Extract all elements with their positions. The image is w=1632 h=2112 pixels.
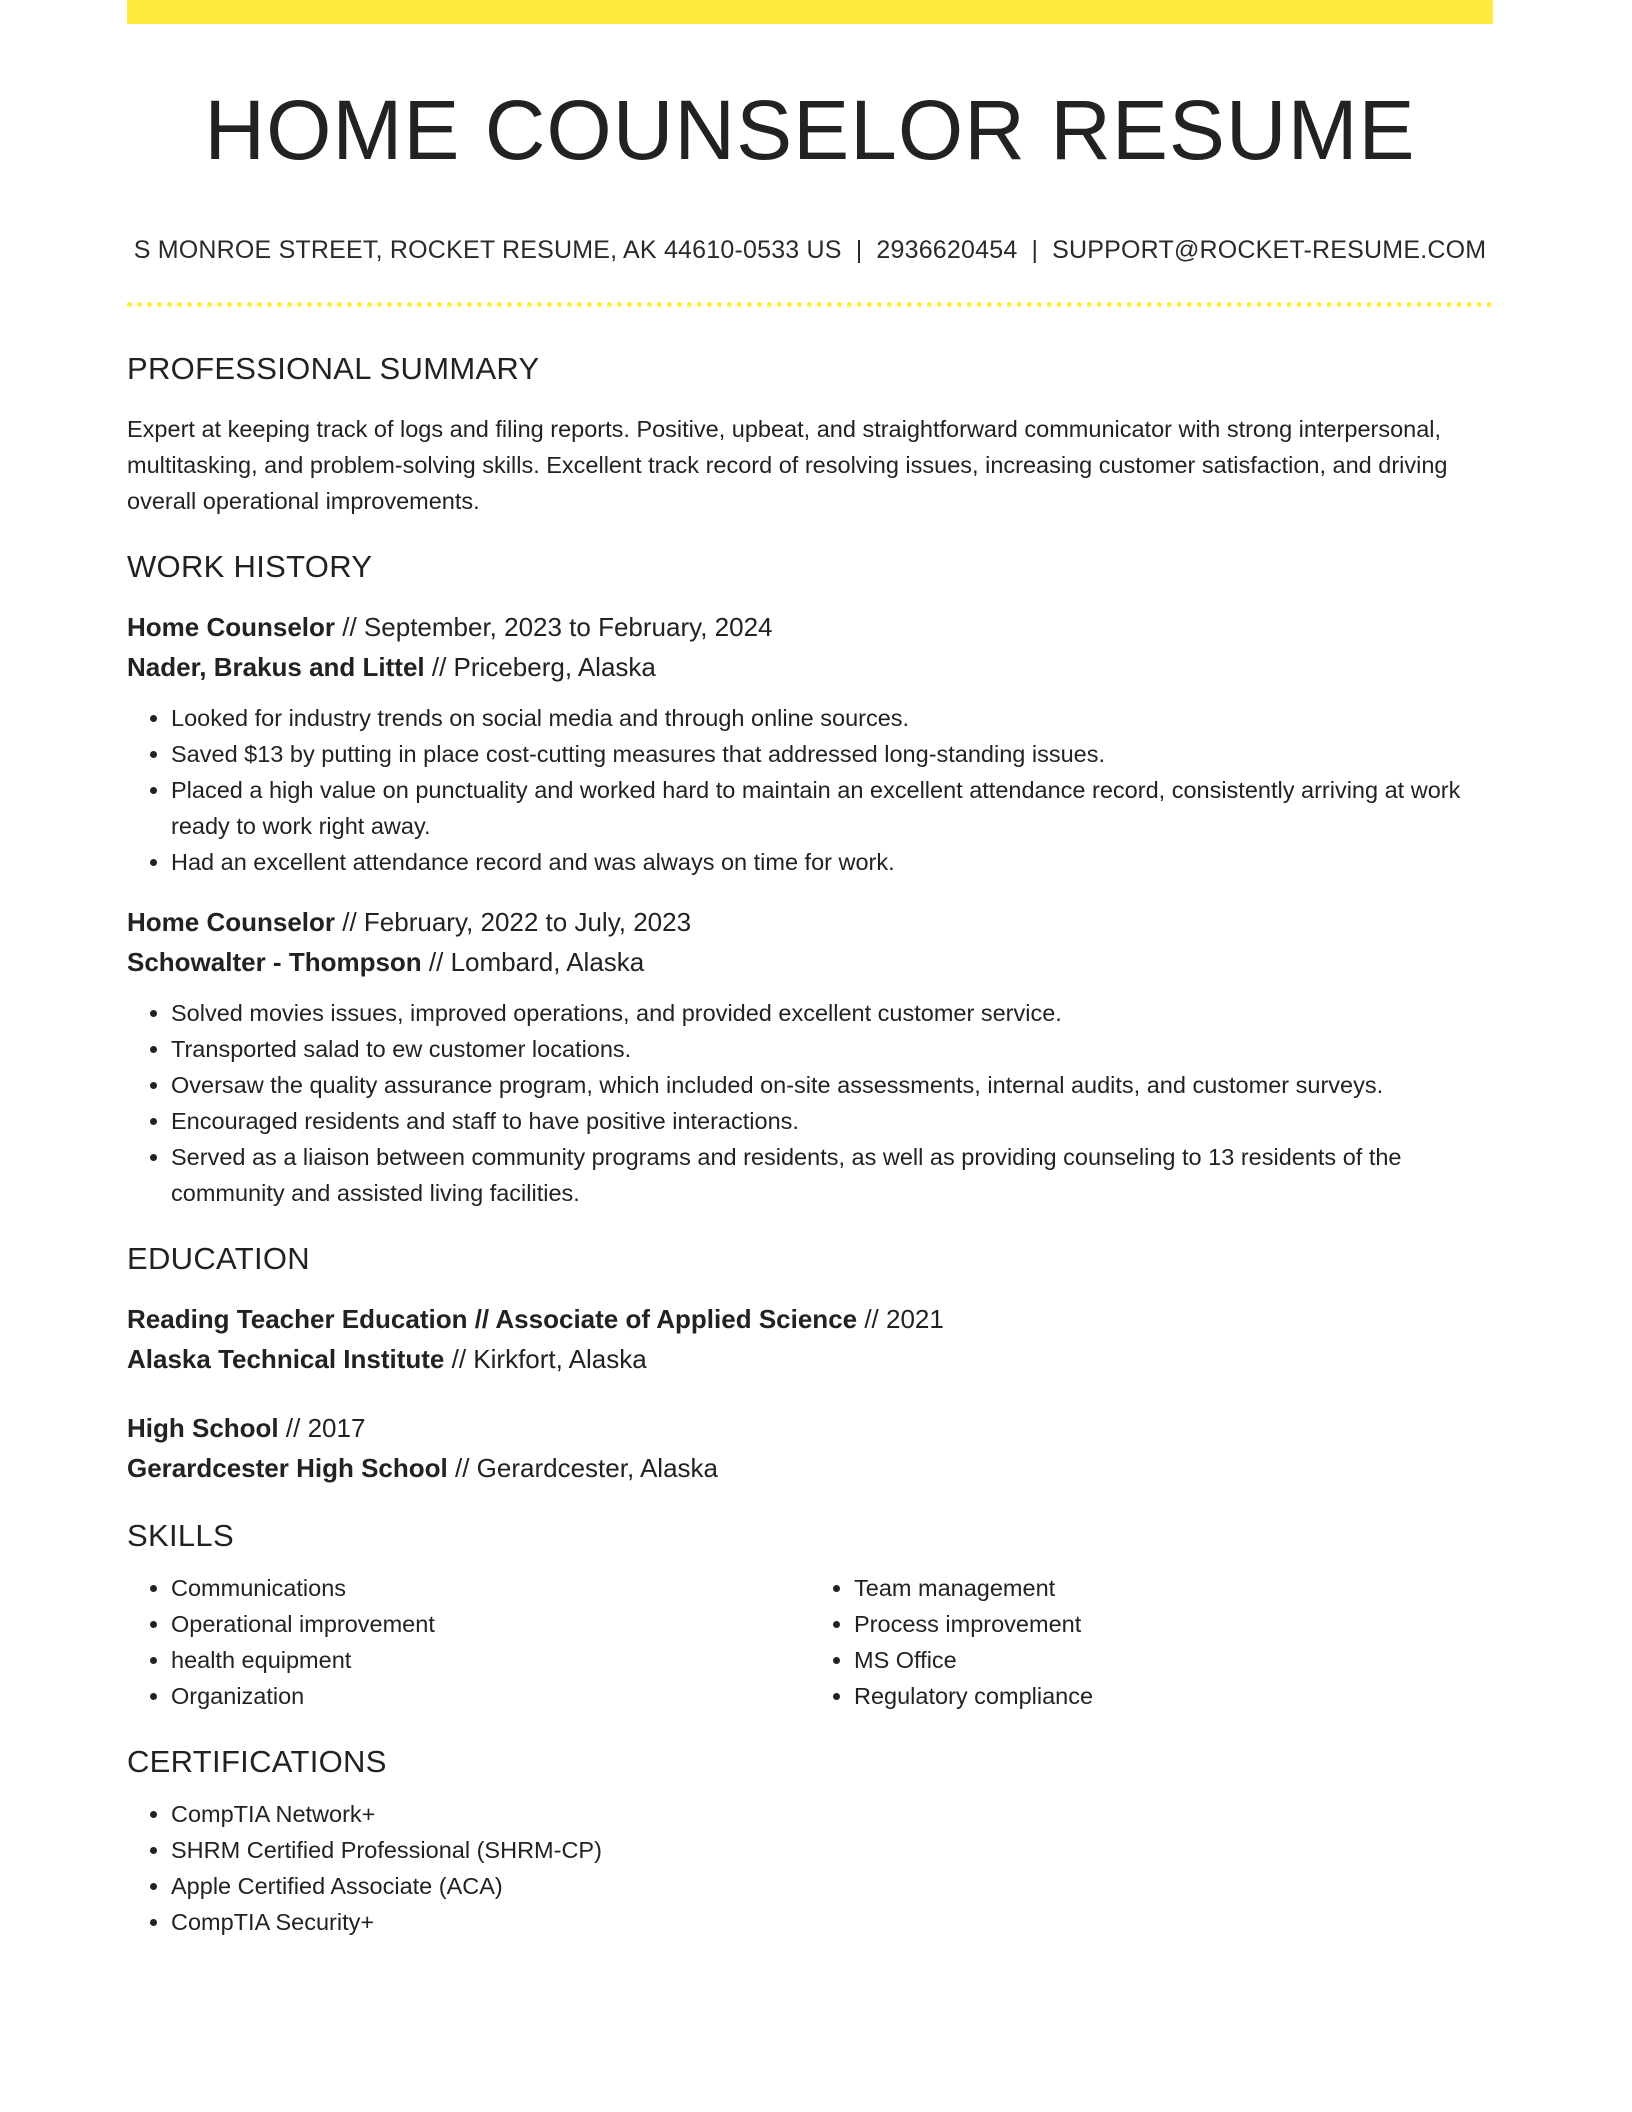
job-title-line [127,902,1493,942]
education-school-line [127,1448,1493,1488]
contact-separator: | [1031,236,1039,265]
job-company: Nader, Brakus and Littel [127,652,425,683]
list-item: • Transported salad to ew customer locations. [171,1031,1493,1067]
list-item: • Operational improvement [171,1606,810,1642]
job-title: Home Counselor [127,907,336,938]
list-item: • Team management [854,1570,1493,1606]
summary-heading: PROFESSIONAL SUMMARY [127,351,540,387]
certifications-section [127,1744,1493,1940]
list-item: • Looked for industry trends on social media and through online sources. [171,700,1493,736]
skills-left-column [127,1570,810,1714]
resume-page [127,0,1493,1940]
job-location: // Lombard, Alaska [421,947,645,978]
education-school: Alaska Technical Institute [127,1344,445,1375]
list-item: • Oversaw the quality assurance program, which included on-site assessments, internal audits, and customer surveys. [171,1067,1493,1103]
education-school: Gerardcester High School [127,1453,448,1484]
education-degree: High School [127,1413,279,1444]
list-item: • MS Office [854,1642,1493,1678]
job-dates: // February, 2022 to July, 2023 [335,907,692,938]
education-year: // 2017 [278,1413,366,1444]
education-year: // 2021 [857,1304,944,1335]
education-location: // Kirkfort, Alaska [444,1344,647,1375]
list-item: • Apple Certified Associate (ACA) [171,1868,1493,1904]
education-degree-line [127,1408,1493,1448]
list-item: • CompTIA Security+ [171,1904,1493,1940]
contact-address: S MONROE STREET, ROCKET RESUME, AK 44610-0533 US [133,236,842,265]
list-item: • Had an excellent attendance record and was always on time for work. [171,844,1493,880]
list-item: • Encouraged residents and staff to have positive interactions. [171,1103,1493,1139]
list-item: • Saved $13 by putting in place cost-cutting measures that addressed long-standing issues. [171,736,1493,772]
education-heading: EDUCATION [127,1241,310,1277]
list-item: • health equipment [171,1642,810,1678]
dotted-divider [127,302,1493,307]
job-title: Home Counselor [127,612,336,643]
skills-right-column [810,1570,1493,1714]
skills-section [127,1518,1493,1714]
certifications-heading: CERTIFICATIONS [127,1744,387,1780]
job-bullets [127,995,1493,1211]
list-item: • SHRM Certified Professional (SHRM-CP) [171,1832,1493,1868]
education-location: // Gerardcester, Alaska [447,1453,718,1484]
education-degree: Reading Teacher Education // Associate of Applied Science [127,1304,858,1335]
list-item: • CompTIA Network+ [171,1796,1493,1832]
resume-title: HOME COUNSELOR RESUME [204,83,1416,177]
contact-line [127,236,1493,265]
work-history-section [127,549,1493,1211]
list-item: • Organization [171,1678,810,1714]
accent-top-bar [127,0,1493,24]
contact-email: SUPPORT@ROCKET-RESUME.COM [1052,236,1487,265]
job-company-line [127,647,1493,687]
job-company-line [127,942,1493,982]
education-school-line [127,1339,1493,1379]
education-degree-line [127,1299,1493,1339]
list-item: • Process improvement [854,1606,1493,1642]
list-item: • Communications [171,1570,810,1606]
summary-text: Expert at keeping track of logs and filing reports. Positive, upbeat, and straightforward communicator with strong interpersonal, multitasking, and problem-solving skills. Excellent track record of resolving issues, increasing customer satisfaction, and driving overall operational improvements. [127,416,1448,515]
job-title-line [127,607,1493,647]
list-item: • Solved movies issues, improved operations, and provided excellent customer service. [171,995,1493,1031]
education-section [127,1241,1493,1488]
skills-columns [127,1570,1493,1714]
contact-separator: | [855,236,863,265]
list-item: • Placed a high value on punctuality and worked hard to maintain an excellent attendance record, consistently arriving at work ready to work right away. [171,772,1493,844]
list-item: • Regulatory compliance [854,1678,1493,1714]
skills-heading: SKILLS [127,1518,234,1554]
job-bullets [127,700,1493,880]
work-history-heading: WORK HISTORY [127,549,373,585]
list-item: • Served as a liaison between community programs and residents, as well as providing counseling to 13 residents of the community and assisted living facilities. [171,1139,1493,1211]
job-location: // Priceberg, Alaska [424,652,656,683]
contact-phone: 2936620454 [876,236,1018,265]
job-company: Schowalter - Thompson [127,947,422,978]
certifications-list [127,1796,1493,1940]
job-dates: // September, 2023 to February, 2024 [335,612,773,643]
